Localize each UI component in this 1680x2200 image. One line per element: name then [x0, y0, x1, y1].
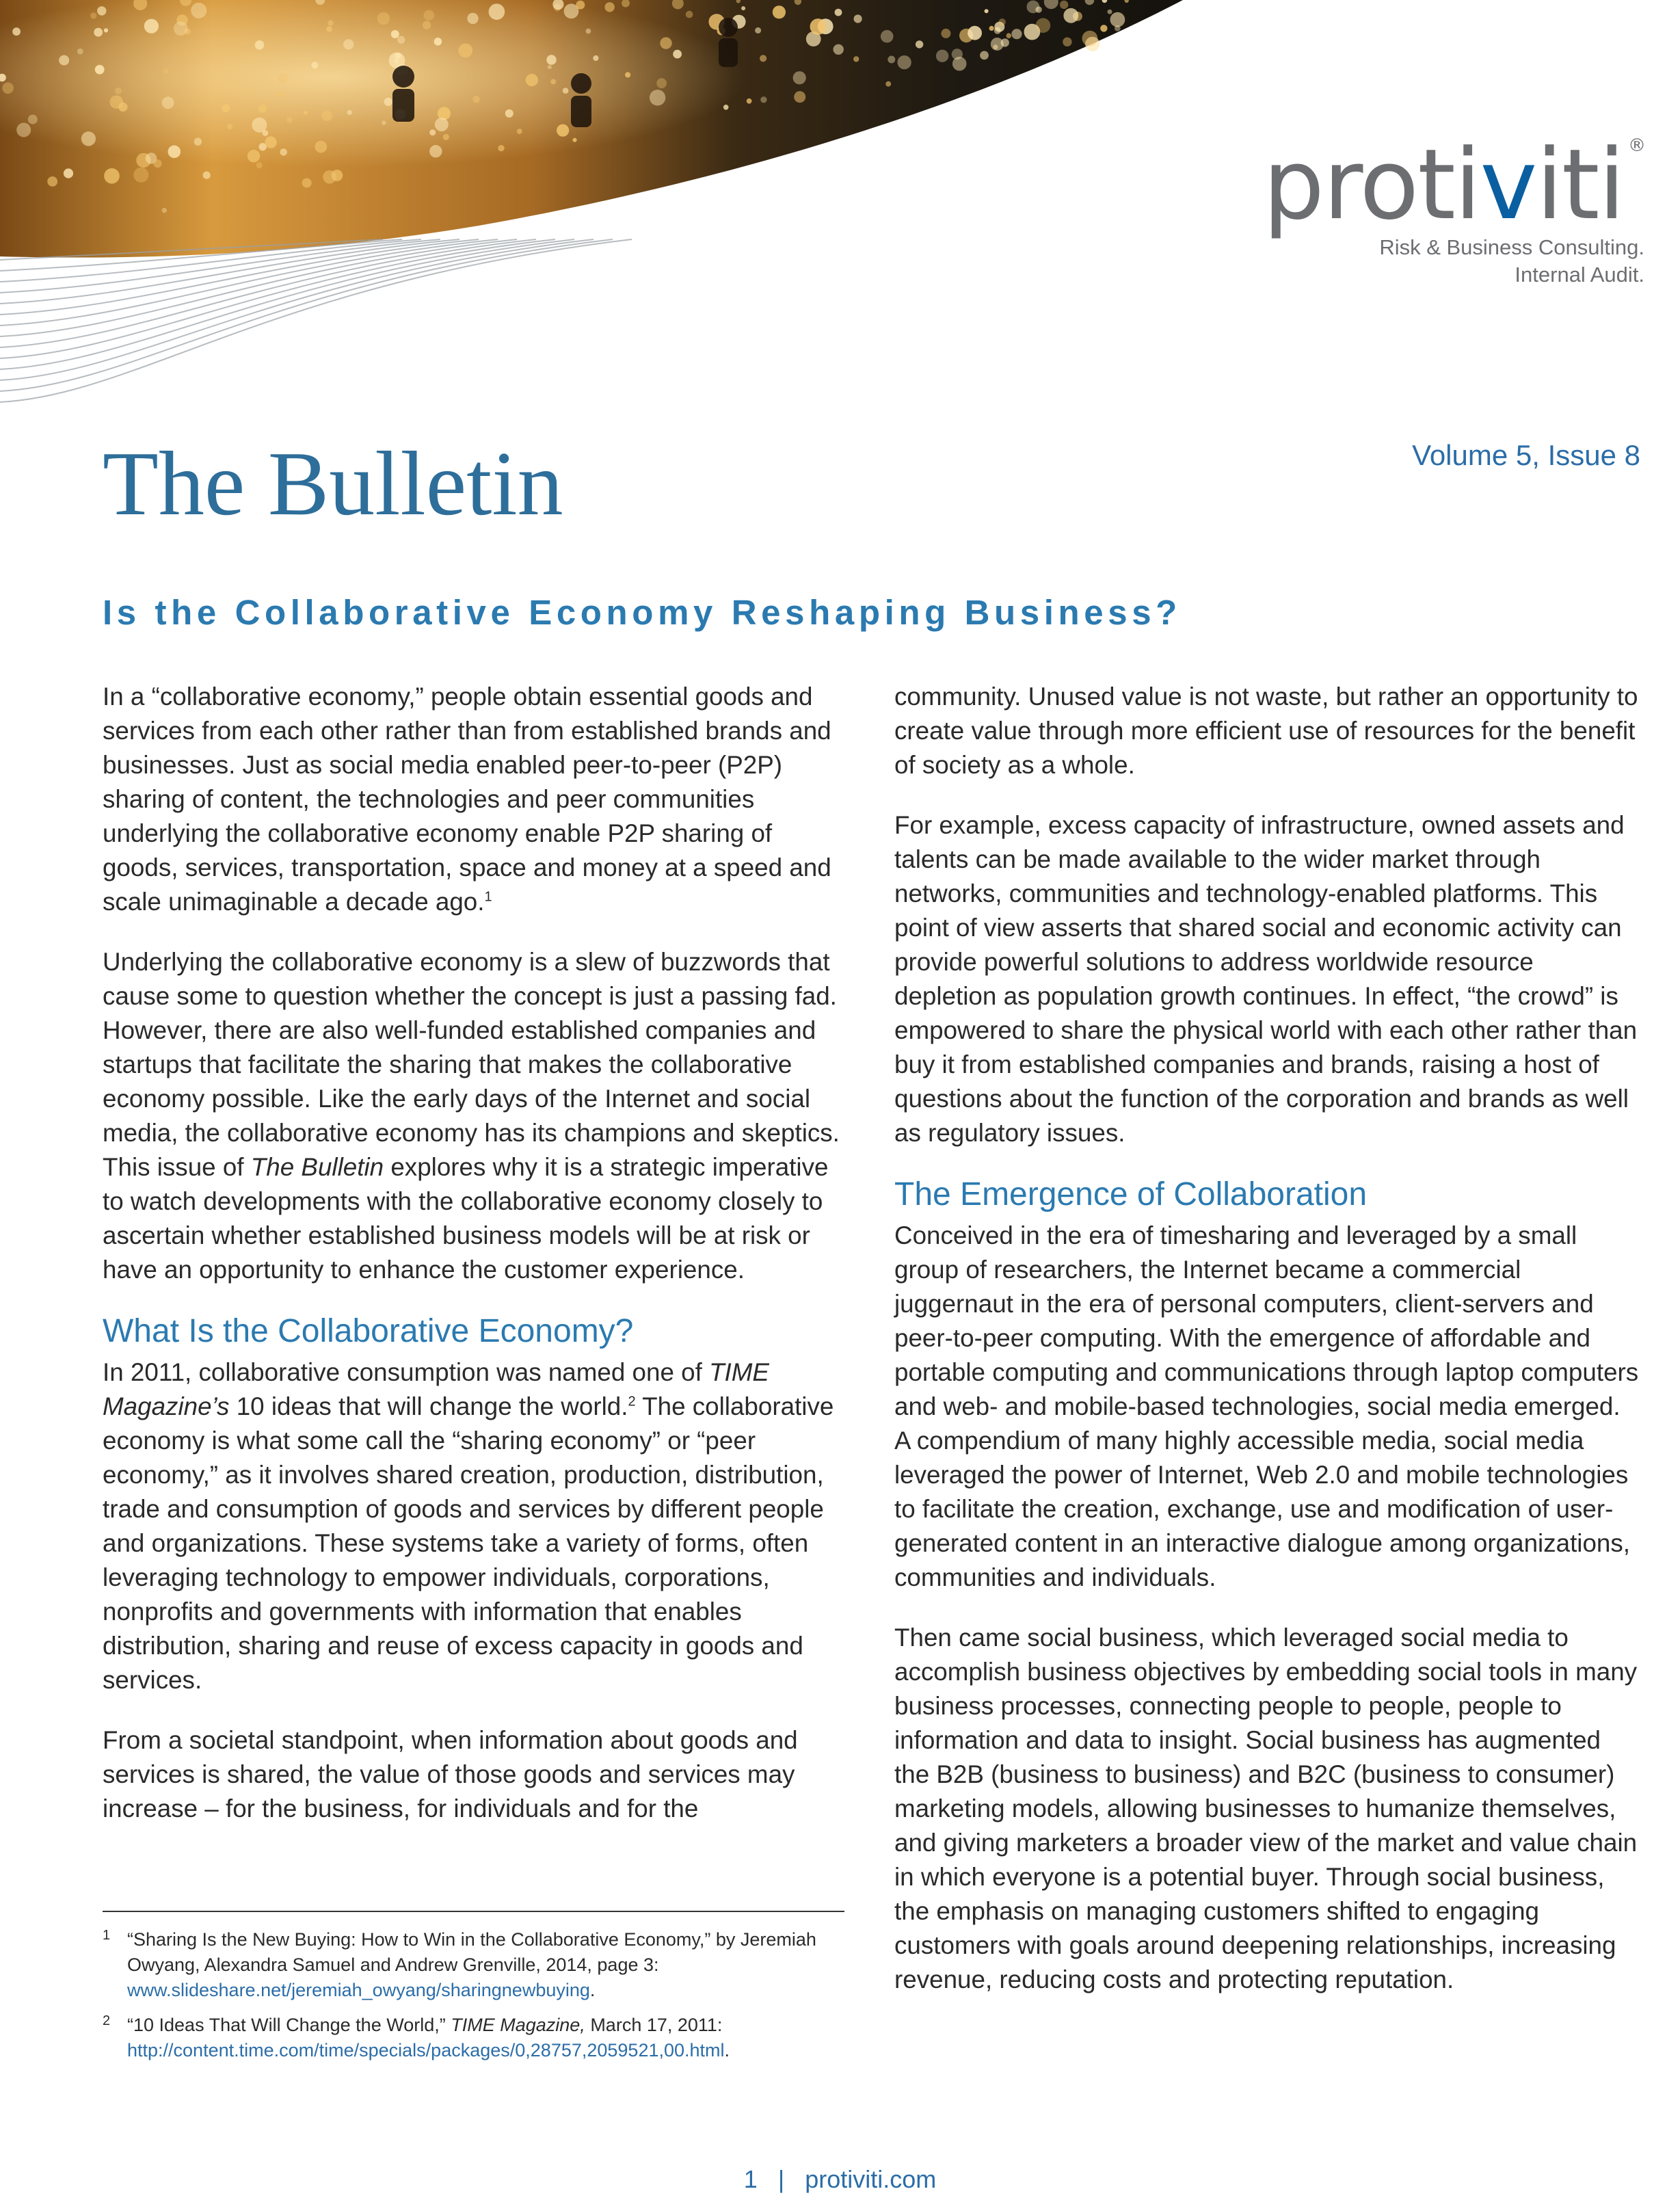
network-dot [941, 29, 950, 38]
footnote-punct: . [724, 2040, 730, 2060]
paragraph [103, 680, 844, 919]
network-dot [104, 28, 108, 32]
network-dot [1060, 1, 1068, 9]
network-dot [64, 168, 73, 178]
network-dot [550, 79, 556, 84]
paragraph-text: Underlying the collaborative economy is a slew of buzzwords that cause some to question whether the concept is just a passing fad. However, there are also well-funded established companies and startups that facilitate the sharing that makes the collaborative economy possible. Like the early days of the Internet and social media, the collaborative economy has its champions and skeptics. This issue of [103, 948, 840, 1181]
network-dot [328, 20, 333, 25]
network-dot [248, 150, 260, 162]
network-dot [546, 55, 556, 64]
network-dot [163, 68, 169, 74]
network-dot [47, 176, 57, 187]
network-dot [302, 178, 312, 188]
network-dot [835, 9, 842, 16]
network-dot [115, 88, 122, 94]
network-dot [94, 28, 103, 37]
network-dot [760, 55, 766, 62]
network-dot [1100, 25, 1107, 31]
logo-word-accent: v [1480, 129, 1536, 241]
network-dot [144, 19, 159, 34]
network-dot [660, 37, 671, 49]
network-dot [343, 39, 354, 49]
network-dot [174, 21, 188, 36]
network-dot [81, 131, 96, 146]
network-dot [222, 105, 230, 113]
footnote-ref[interactable]: 1 [484, 889, 492, 905]
network-dot [936, 50, 948, 62]
network-dot [985, 9, 989, 13]
network-dot [162, 208, 167, 213]
right-column [894, 680, 1641, 1997]
network-dot [968, 26, 982, 40]
network-dot [384, 98, 392, 106]
network-dot [1006, 33, 1012, 38]
paragraph-text: explores why it is a strategic imperative to watch developments with the collaborative economy closely to ascertain whether established business models will be at risk or have an opportunity to enhance the customer experience. [103, 1153, 829, 1284]
logo-tagline-2: Internal Audit. [1515, 263, 1644, 287]
network-dot [548, 65, 552, 69]
article-subtitle: Is the Collaborative Economy Reshaping Business? [103, 593, 1182, 632]
network-dot [505, 109, 514, 118]
footer-separator: | [777, 2165, 785, 2193]
network-dot [435, 118, 449, 131]
network-dot [153, 159, 161, 168]
network-dot [854, 14, 862, 23]
paragraph-text: In a “collaborative economy,” people obtain essential goods and services from each other rather than from established brands and businesses. Just as social media enabled peer-to-peer (P2P) sharing of content, the technologies and peer communities underlying the collaborative economy enable P2P sharing of goods, services, transportation, space and money at a speed and scale unimaginable a decade ago. [103, 682, 831, 916]
publication-name: TIME Magazine’s [103, 1358, 769, 1420]
network-dot [377, 12, 390, 25]
network-dot [498, 145, 504, 151]
network-dot [1108, 10, 1112, 14]
network-dot [1110, 12, 1125, 27]
paragraph-text: 10 ideas that will change the world. [229, 1392, 628, 1420]
footnote-item [103, 2013, 844, 2063]
footnote-number: 1 [103, 1928, 111, 1943]
network-dot [755, 27, 761, 34]
network-dot [194, 138, 202, 146]
network-dot [517, 129, 522, 134]
network-dot [526, 74, 538, 86]
network-dot [2, 83, 14, 94]
network-dot [278, 73, 288, 83]
network-dot [397, 36, 405, 44]
logo-word-start: proti [1262, 129, 1480, 241]
network-dot [989, 26, 994, 31]
page-title: The Bulletin [103, 433, 563, 534]
footnote-item [103, 1927, 844, 2003]
footer-site-link[interactable]: protiviti.com [805, 2165, 937, 2193]
logo-wordmark [1262, 129, 1644, 241]
network-dot [227, 124, 232, 129]
network-dot [162, 96, 174, 109]
network-dot [423, 21, 431, 29]
network-dot [557, 124, 569, 137]
network-dot [104, 168, 120, 184]
network-dot [625, 72, 630, 77]
network-dot [576, 1, 585, 10]
network-dot [311, 62, 318, 68]
network-dot [429, 129, 436, 135]
network-dot [12, 27, 21, 36]
paragraph: For example, excess capacity of infrastructure, owned assets and talents can be made available to the wider market through networks, communities and technology-enabled platforms. This point of view asserts that shared social and economic activity can provide powerful solutions to address worldwide resource depletion as population growth continues. In effect, “the crowd” is empowered to share the physical world with each other rather than buy it from established companies and brands, raising a host of questions about the function of the corporation and brands as well as regulatory issues. [894, 811, 1638, 1147]
network-dot [1063, 38, 1071, 47]
network-dot [1027, 1, 1040, 14]
network-dot [991, 38, 1004, 51]
network-dot [323, 170, 336, 184]
network-dot [59, 55, 69, 66]
paragraph: Then came social business, which leveraged social media to accomplish business objectives by embedding social tools in many business processes, connecting people to people, people to information and data to insight. Social business has augmented the B2B (business to business) and B2C (business to consumer) marketing models, allowing businesses to humanize themselves, and giving marketers a broader view of the market and value chain in which everyone is a potential buyer. Through social business, the emphasis on managing customers shifted to engaging customers with goals around deepening relationships, increasing revenue, reducing costs and protecting reputation. [894, 1624, 1638, 1993]
decorative-line [0, 239, 632, 402]
paragraph [103, 945, 844, 1287]
paragraph [103, 1355, 844, 1697]
issue-label: Volume 5, Issue 8 [1412, 439, 1640, 471]
network-dot [434, 38, 442, 46]
network-dot [1063, 8, 1078, 23]
network-dot [760, 96, 766, 103]
section-heading: What Is the Collaborative Economy? [103, 1313, 634, 1349]
network-dot [203, 172, 211, 179]
network-dot [885, 81, 891, 87]
network-dot [321, 110, 332, 121]
network-dot [16, 123, 31, 137]
logo-tagline-1: Risk & Business Consulting. [1379, 235, 1644, 259]
paragraph: community. Unused value is not waste, but rather an opportunity to create value through more efficient use of resources for the benefit of society as a whole. [894, 682, 1638, 779]
publication-name: The Bulletin [250, 1153, 384, 1181]
footnote-divider [103, 1911, 844, 1912]
network-dot [1011, 29, 1022, 39]
network-dot [110, 95, 124, 109]
network-dot [897, 55, 911, 69]
network-dot [741, 6, 745, 10]
left-column [103, 680, 844, 1826]
network-dot [424, 10, 434, 21]
network-dot [382, 120, 386, 124]
network-dot [252, 118, 267, 133]
network-dot [467, 13, 478, 24]
network-dot [980, 51, 989, 60]
network-dot [1115, 25, 1121, 31]
footnote-text: “Sharing Is the New Buying: How to Win in the Collaborative Economy,” by Jeremiah Owyang, Alexandra Samuel and Andrew Grenville, 2014, page 3: [127, 1929, 816, 1975]
network-dot [881, 30, 894, 43]
network-dot [586, 29, 591, 34]
network-dot [793, 71, 806, 84]
footnote-number: 2 [103, 2013, 111, 2028]
network-dot [853, 56, 859, 62]
network-dot [133, 168, 148, 183]
footnote-punct: . [589, 1980, 596, 2000]
network-dot [77, 49, 83, 55]
network-dot [304, 111, 308, 115]
logo-word-end: iti [1536, 129, 1624, 241]
network-dot [656, 78, 667, 88]
network-dot [265, 136, 276, 148]
network-dot [458, 43, 472, 57]
footnote-ref[interactable]: 2 [628, 1394, 636, 1409]
network-dot [999, 18, 1006, 25]
footnote-link[interactable]: www.slideshare.net/jeremiah_owyang/sharingnewbuying [127, 1980, 590, 2000]
network-dot [593, 55, 598, 61]
publication-name: TIME Magazine, [451, 2015, 585, 2035]
network-dot [90, 12, 96, 18]
paragraph-text: The collaborative economy is what some call the “sharing economy” or “peer economy,” as it involves shared creation, production, distribution, trade and consumption of goods and services by different people and organizations. These systems take a variety of forms, often leveraging technology to empower individuals, corporations, nonprofits and governments with information that enables distribution, sharing and reuse of excess capacity in goods and services. [103, 1392, 834, 1694]
network-dot [673, 50, 682, 59]
network-dot [443, 134, 449, 140]
network-dot [256, 162, 263, 168]
network-dot [28, 115, 38, 124]
network-dot [723, 105, 729, 110]
brand-logo [1262, 129, 1644, 289]
network-dot [794, 91, 805, 103]
footnote-text: March 17, 2011: [585, 2015, 723, 2035]
network-dot [916, 40, 923, 48]
network-dot [563, 88, 569, 94]
network-dot [773, 5, 786, 18]
network-dot [1036, 18, 1051, 33]
paragraph: From a societal standpoint, when information about goods and services is shared, the value of those goods and services may increase – for the business, for individuals and for the [103, 1726, 798, 1823]
network-dot [391, 30, 399, 38]
network-dot [286, 117, 293, 123]
network-dot [604, 2, 614, 12]
network-dot [258, 105, 267, 113]
network-dot [1082, 31, 1098, 47]
network-dot [326, 26, 332, 32]
network-dot [429, 145, 442, 157]
network-dot [278, 92, 282, 96]
network-dot [572, 138, 576, 142]
network-dot [97, 6, 106, 15]
network-dot [834, 44, 844, 55]
network-dot [280, 148, 287, 156]
paragraph: Conceived in the era of timesharing and leveraged by a small group of researchers, the Internet became a commercial juggernaut in the era of personal computers, client-servers and peer-to-peer computing. With the emergence of affordable and portable computing and communications through laptop computers and web- and mobile-based technologies, social media emerged. A compendium of many highly accessible media, social media leveraged the power of Internet, Web 2.0 and mobile technologies to facilitate the creation, exchange, use and modification of user-generated content in an interactive dialogue among organizations, communities and individuals. [894, 1221, 1639, 1591]
footnotes [103, 1927, 844, 2073]
network-dot [952, 57, 967, 71]
network-dot [686, 11, 693, 18]
network-dot [888, 56, 895, 64]
network-dot [747, 98, 752, 104]
page-footer [0, 2165, 1680, 2194]
network-dot [255, 40, 265, 50]
footnote-text: “10 Ideas That Will Change the World,” [127, 2015, 451, 2035]
network-dot [315, 141, 327, 153]
network-dot [489, 3, 505, 20]
paragraph-text: In 2011, collaborative consumption was named one of [103, 1358, 710, 1386]
network-dot [650, 90, 665, 105]
network-dot [347, 110, 352, 115]
registered-mark: ® [1628, 135, 1644, 156]
network-dot [191, 3, 206, 18]
network-dot [95, 65, 105, 75]
network-dot [168, 146, 181, 159]
page-number: 1 [743, 2165, 758, 2193]
footnote-link[interactable]: http://content.time.com/time/specials/packages/0,28757,2059521,00.html [127, 2040, 725, 2060]
network-dot [472, 96, 480, 103]
decorative-lines [0, 239, 632, 402]
section-heading: The Emergence of Collaboration [894, 1176, 1368, 1212]
network-dot [810, 18, 827, 35]
